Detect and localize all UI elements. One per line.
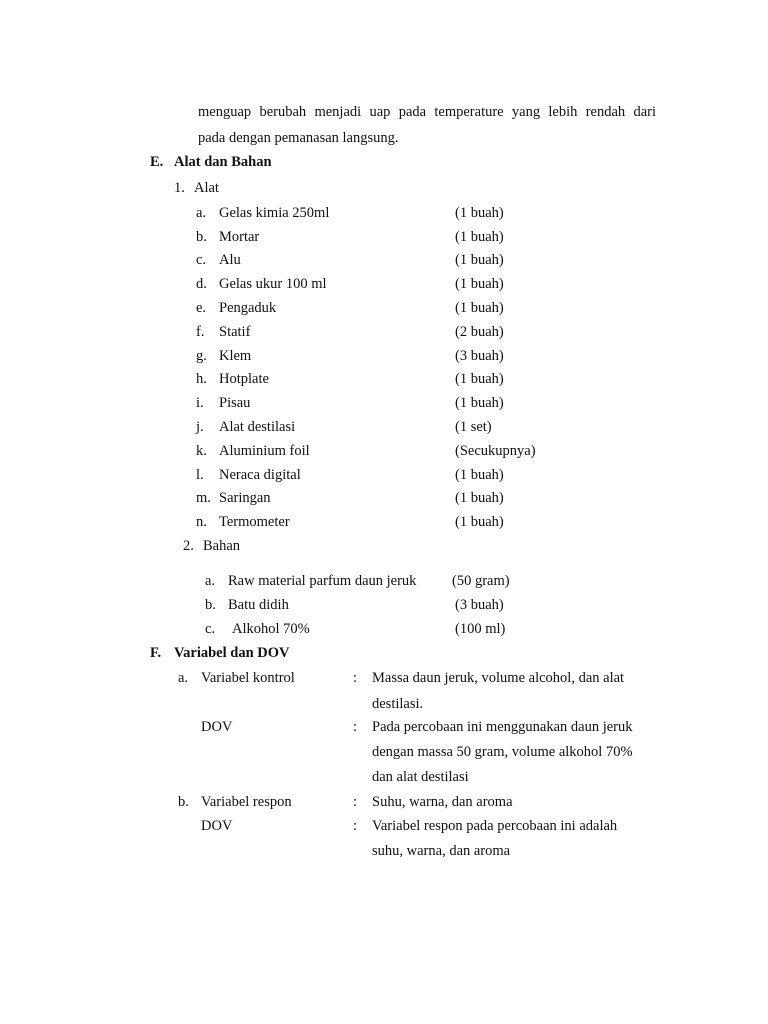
bahan-marker: 2. (183, 538, 194, 554)
item-qty: (1 buah) (455, 467, 504, 483)
item-marker: c. (196, 252, 207, 268)
item-qty: (100 ml) (455, 621, 506, 637)
item-name: Saringan (219, 490, 271, 506)
item-qty: (1 buah) (455, 514, 504, 530)
item-qty: (1 buah) (455, 205, 504, 221)
item-qty: (1 buah) (455, 252, 504, 268)
item-name: Gelas ukur 100 ml (219, 276, 327, 292)
item-marker: k. (196, 443, 207, 459)
colon: : (353, 670, 358, 686)
variabel-b-text-1: Suhu, warna, dan aroma (372, 794, 513, 810)
section-f-marker: F. (150, 645, 162, 661)
item-qty: (1 buah) (455, 395, 504, 411)
item-name: Alu (219, 252, 241, 268)
variabel-a-text-2: destilasi. (372, 696, 424, 712)
item-marker: a. (205, 573, 216, 589)
item-qty: (3 buah) (455, 348, 504, 364)
item-qty: (1 buah) (455, 300, 504, 316)
item-marker: b. (205, 597, 216, 613)
item-qty: (1 set) (455, 419, 492, 435)
item-name: Alkohol 70% (232, 621, 310, 637)
item-marker: l. (196, 467, 204, 483)
dov-b-text-2: suhu, warna, dan aroma (372, 843, 511, 859)
variabel-a-label: Variabel kontrol (201, 670, 295, 686)
variabel-b-label: Variabel respon (201, 794, 292, 810)
item-name: Raw material parfum daun jeruk (228, 573, 417, 589)
item-qty: (3 buah) (455, 597, 504, 613)
item-marker: f. (196, 324, 205, 340)
item-qty: (50 gram) (452, 573, 510, 589)
item-marker: j. (196, 419, 204, 435)
item-marker: d. (196, 276, 207, 292)
dov-b-label: DOV (201, 818, 233, 834)
intro-line-1: menguap berubah menjadi uap pada temperature yang lebih rendah dari (198, 104, 656, 120)
item-name: Gelas kimia 250ml (219, 205, 330, 221)
dov-b-text-1: Variabel respon pada percobaan ini adalah (372, 818, 618, 834)
item-name: Mortar (219, 229, 260, 245)
variabel-b-marker: b. (178, 794, 189, 810)
colon: : (353, 818, 358, 834)
section-e-title: Alat dan Bahan (174, 154, 272, 170)
colon: : (353, 794, 358, 810)
dov-a-text-2: dengan massa 50 gram, volume alkohol 70% (372, 744, 633, 760)
item-marker: h. (196, 371, 207, 387)
alat-marker: 1. (174, 180, 185, 196)
section-e-marker: E. (150, 154, 164, 170)
item-qty: (1 buah) (455, 276, 504, 292)
item-name: Pisau (219, 395, 251, 411)
item-marker: g. (196, 348, 207, 364)
item-marker: b. (196, 229, 207, 245)
item-name: Alat destilasi (219, 419, 296, 435)
item-name: Aluminium foil (219, 443, 310, 459)
item-marker: e. (196, 300, 207, 316)
item-name: Batu didih (228, 597, 289, 613)
variabel-a-text-1: Massa daun jeruk, volume alcohol, dan alat (372, 670, 625, 686)
item-name: Klem (219, 348, 252, 364)
alat-title: Alat (194, 180, 219, 196)
item-name: Termometer (219, 514, 290, 530)
dov-a-text-3: dan alat destilasi (372, 769, 469, 785)
item-name: Pengaduk (219, 300, 277, 316)
item-marker: c. (205, 621, 216, 637)
item-qty: (Secukupnya) (455, 443, 536, 459)
dov-a-label: DOV (201, 719, 233, 735)
item-marker: i. (196, 395, 204, 411)
item-name: Statif (219, 324, 251, 340)
bahan-title: Bahan (203, 538, 241, 554)
intro-line-2: pada dengan pemanasan langsung. (198, 130, 399, 146)
section-f-title: Variabel dan DOV (174, 645, 290, 661)
item-marker: n. (196, 514, 207, 530)
item-qty: (2 buah) (455, 324, 504, 340)
variabel-a-marker: a. (178, 670, 189, 686)
item-qty: (1 buah) (455, 371, 504, 387)
item-name: Neraca digital (219, 467, 301, 483)
colon: : (353, 719, 358, 735)
item-marker: m. (196, 490, 211, 506)
item-qty: (1 buah) (455, 229, 504, 245)
item-marker: a. (196, 205, 207, 221)
item-qty: (1 buah) (455, 490, 504, 506)
item-name: Hotplate (219, 371, 269, 387)
dov-a-text-1: Pada percobaan ini menggunakan daun jeruk (372, 719, 633, 735)
